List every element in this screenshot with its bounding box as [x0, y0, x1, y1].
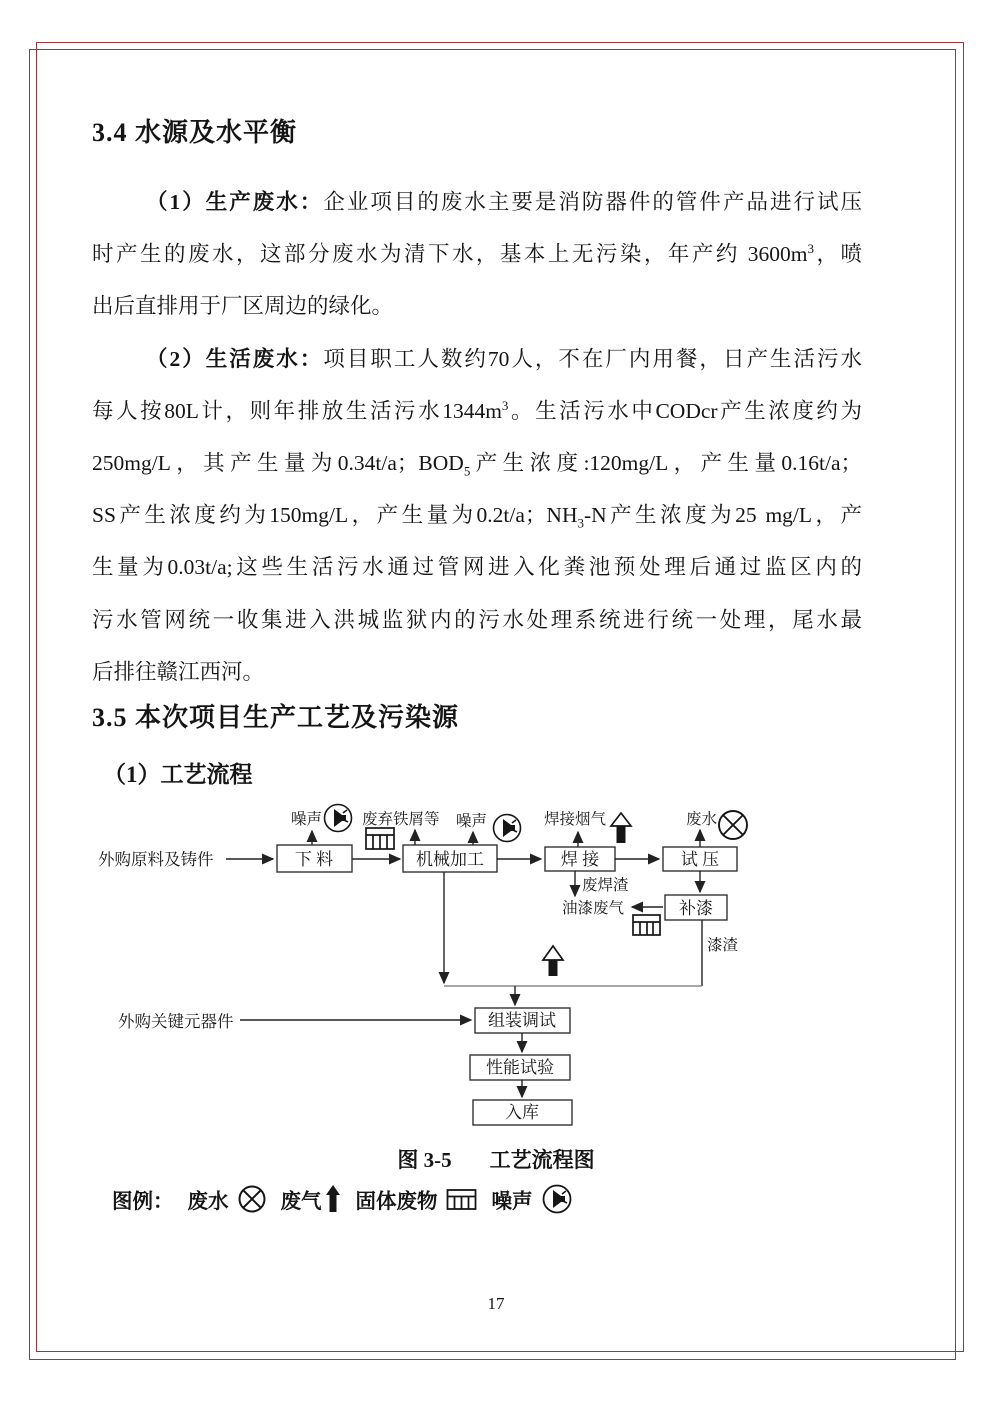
wastewater-label: 废水 [686, 811, 718, 828]
superscript: 3 [501, 397, 509, 413]
para-text: 每人按80L计，则年排放生活污水1344m [92, 398, 502, 423]
section-3-4-heading: 3.4 水源及水平衡 [92, 118, 298, 147]
para-text: 时产生的废水，这部分废水为清下水，基本上无污染，年产约 3600m [92, 242, 808, 267]
noise-icon [494, 815, 521, 842]
wastewater-icon [719, 811, 747, 839]
solid-waste-icon [446, 1187, 478, 1211]
solid-waste-icon [633, 915, 660, 935]
waste-gas-icon [324, 1184, 342, 1214]
cutting-label: 下 料 [294, 850, 334, 869]
subscript: 5 [463, 463, 471, 479]
figure-caption [0, 1144, 992, 1174]
warehouse-label: 入库 [505, 1103, 539, 1122]
para-text: 企业项目的废水主要是消防器件的管件产品进行试压 [323, 190, 862, 214]
subscript: 3 [577, 515, 584, 531]
repaint-label: 补漆 [679, 899, 713, 918]
para2-line4 [92, 489, 862, 541]
legend-label-item [112, 1184, 174, 1214]
superscript: 3 [807, 241, 814, 257]
para1-line3: 出后直排用于厂区周边的绿化。 [92, 294, 394, 319]
key-components-label: 外购关键元器件 [118, 1012, 234, 1031]
para1-lead: （1）生产废水： [146, 190, 324, 214]
assembly-label: 组装调试 [488, 1011, 556, 1030]
para1-line2 [92, 228, 862, 280]
weld-slag-label: 废焊渣 [582, 877, 629, 894]
para-text: ，喷 [813, 242, 862, 267]
para2-line6: 污水管网统一收集进入洪城监狱内的污水处理系统进行统一处理，尾水最 [92, 607, 862, 632]
scrap-iron-label: 废弃铁屑等 [362, 811, 440, 828]
performance-test-label: 性能试验 [486, 1058, 554, 1077]
paint-gas-label: 油漆废气 [562, 900, 625, 917]
para-text: 250mg/L，其产生量为0.34t/a；BOD [92, 450, 464, 475]
legend-waste-gas-label: 废气 [280, 1191, 322, 1213]
pressure-test-label: 试 压 [680, 850, 720, 869]
process-flow-diagram [80, 798, 770, 1138]
legend-solid-waste-label: 固体废物 [355, 1191, 438, 1213]
para-text: 项目职工人数约70人，不在厂内用餐，日产生活污水 [323, 346, 862, 371]
figure-number: 图 3-5 [397, 1148, 452, 1172]
process-flow-subheading: （1）工艺流程 [103, 762, 253, 787]
waste-gas-icon [543, 946, 563, 976]
para2-line5: 生量为0.03t/a;这些生活污水通过管网进入化粪池预处理后通过监区内的 [92, 555, 862, 580]
solid-waste-icon [366, 828, 394, 849]
legend [112, 1183, 587, 1215]
legend-waste-gas-item [281, 1184, 342, 1214]
para1-line1 [92, 176, 862, 228]
legend-solid-waste-item [356, 1184, 478, 1214]
para-text: 产生浓度:120mg/L，产生量0.16t/a； [470, 450, 862, 475]
paint-residue-label: 漆渣 [707, 937, 739, 954]
legend-wastewater-label: 废水 [187, 1191, 229, 1213]
para2-line3 [92, 437, 862, 489]
noise2-label: 噪声 [456, 813, 488, 830]
para-text: SS产生浓度约为150mg/L，产生量为0.2t/a；NH [92, 503, 578, 528]
legend-label: 图例： [112, 1191, 174, 1213]
noise-icon [541, 1183, 573, 1215]
noise1-label: 噪声 [291, 811, 323, 828]
legend-wastewater-item [188, 1184, 267, 1214]
raw-material-label: 外购原料及铸件 [98, 850, 214, 869]
para2-line2 [92, 385, 862, 437]
page-number: 17 [487, 1294, 505, 1313]
para-text: 。生活污水中CODcr产生浓度约为 [508, 398, 862, 423]
legend-noise-label: 噪声 [491, 1191, 533, 1213]
para2-line1 [92, 333, 862, 385]
noise-icon [325, 805, 352, 832]
waste-gas-icon [611, 813, 631, 843]
machining-label: 机械加工 [416, 850, 484, 869]
welding-label: 焊 接 [560, 850, 600, 869]
para-text: -N产生浓度为25 mg/L，产 [583, 503, 862, 528]
legend-noise-item [492, 1183, 573, 1215]
body-text [92, 176, 862, 698]
section-3-5-heading: 3.5 本次项目生产工艺及污染源 [92, 703, 460, 732]
wastewater-icon [237, 1184, 267, 1214]
para2-lead: （2）生活废水： [146, 346, 324, 371]
welding-fume-label: 焊接烟气 [544, 811, 607, 828]
figure-title: 工艺流程图 [489, 1148, 595, 1172]
para2-line7: 后排往赣江西河。 [92, 659, 265, 684]
